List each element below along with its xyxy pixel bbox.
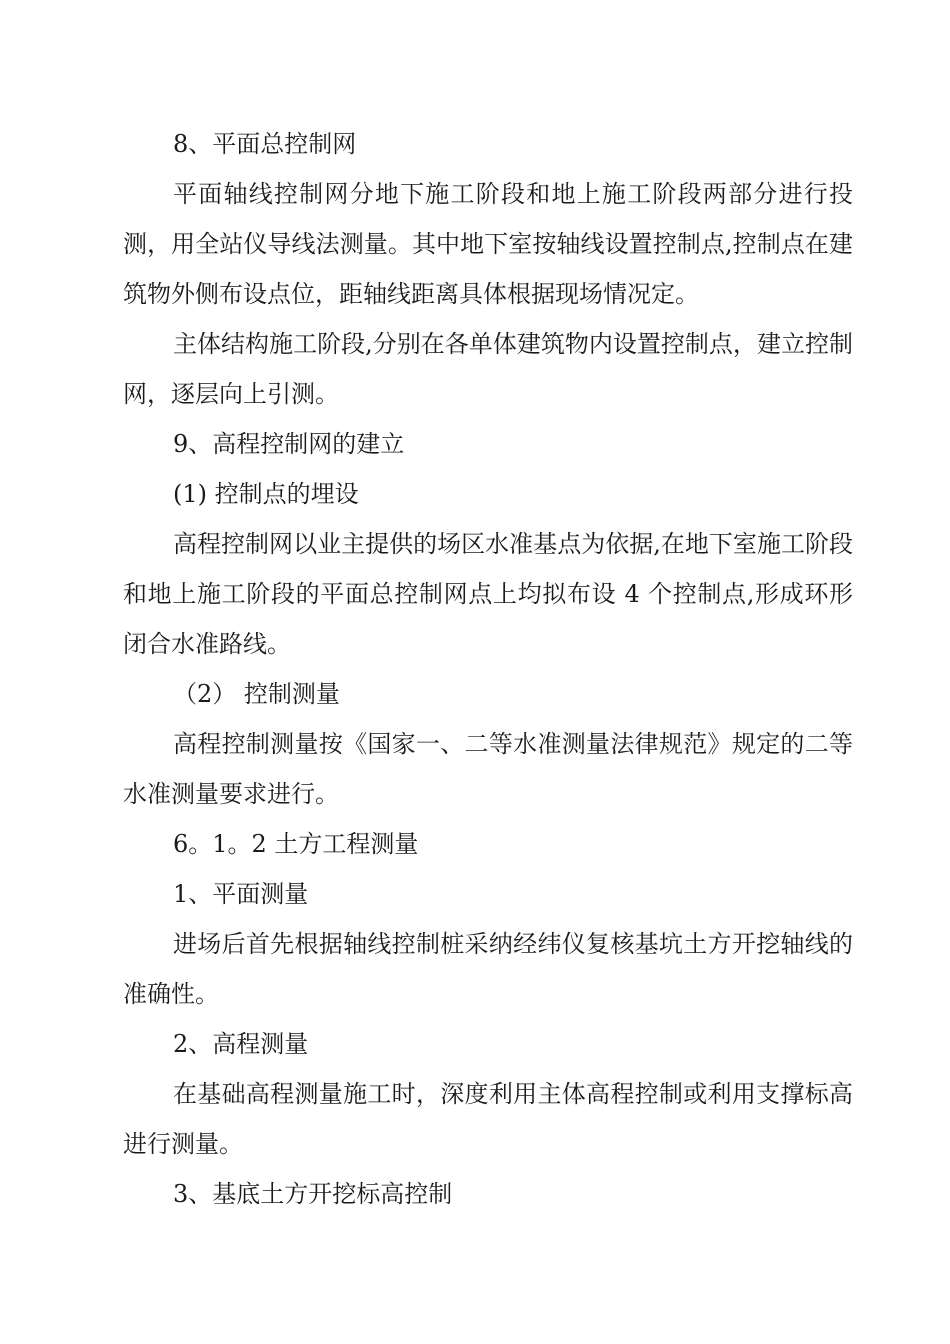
subheading-control-point-burial: (1) 控制点的埋设 [173, 480, 359, 508]
subheading-elevation-survey: 2、高程测量 [173, 1030, 309, 1058]
paragraph-elevation-survey-standard: 高程控制测量按《国家一、二等水准测量法律规范》规定的二等水准测量要求进行。 [123, 730, 853, 808]
section-heading-plane-control-network: 8、平面总控制网 [173, 130, 357, 158]
paragraph-elevation-network-basis: 高程控制网以业主提供的场区水准基点为依据,在地下室施工阶段和地上施工阶段的平面总控制网点上均拟布设 4 个控制点,形成环形闭合水准路线。 [123, 530, 853, 658]
paragraph-elevation-survey: 在基础高程测量施工时，深度利用主体高程控制或利用支撑标高进行测量。 [123, 1080, 853, 1158]
section-heading-earthwork-survey: 6。1。2 土方工程测量 [173, 830, 419, 858]
paragraph-plane-survey: 进场后首先根据轴线控制桩采纳经纬仪复核基坑土方开挖轴线的准确性。 [123, 930, 853, 1008]
subheading-base-excavation-control: 3、基底土方开挖标高控制 [173, 1180, 453, 1208]
section-heading-elevation-network: 9、高程控制网的建立 [173, 430, 405, 458]
paragraph-plane-axis-network: 平面轴线控制网分地下施工阶段和地上施工阶段两部分进行投测，用全站仪导线法测量。其中地下室按轴线设置控制点,控制点在建筑物外侧布设点位，距轴线距离具体根据现场情况定。 [123, 180, 853, 308]
document-body [123, 119, 853, 1219]
subheading-control-survey: （2） 控制测量 [173, 680, 340, 708]
subheading-plane-survey: 1、平面测量 [173, 880, 309, 908]
paragraph-main-structure-stage: 主体结构施工阶段,分别在各单体建筑物内设置控制点，建立控制网，逐层向上引测。 [123, 330, 853, 408]
